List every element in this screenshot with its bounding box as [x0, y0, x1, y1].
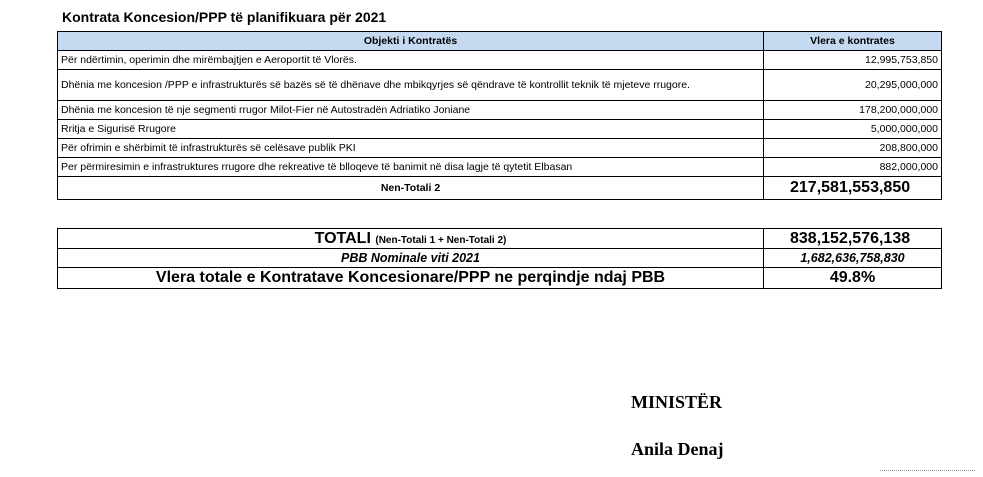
totals-table — [57, 228, 942, 289]
total-label: TOTALI — [314, 229, 371, 247]
signature-role: MINISTËR — [631, 392, 723, 412]
total-value: 838,152,576,138 — [764, 229, 942, 249]
total-note: (Nen-Totali 1 + Nen-Totali 2) — [375, 234, 507, 246]
ratio-label: Vlera totale e Kontratave Koncesionare/PPP ne perqindje ndaj PBB — [58, 268, 764, 289]
table-row — [58, 101, 942, 120]
table-row — [58, 120, 942, 139]
row-value: 12,995,753,850 — [764, 51, 942, 70]
table-row — [58, 70, 942, 101]
subtotal-row — [58, 177, 942, 200]
pbb-row — [58, 249, 942, 268]
scan-mark — [880, 470, 975, 475]
header-value: Vlera e kontrates — [764, 32, 942, 51]
row-value: 208,800,000 — [764, 139, 942, 158]
table-row — [58, 139, 942, 158]
pbb-value: 1,682,636,758,830 — [764, 249, 942, 268]
pbb-label: PBB Nominale viti 2021 — [58, 249, 764, 268]
row-name: Rritja e Sigurisë Rrugore — [58, 120, 764, 139]
row-name: Dhënia me koncesion të nje segmenti rrugor Milot-Fier në Autostradën Adriatiko Joniane — [58, 101, 764, 120]
row-name: Për ofrimin e shërbimit të infrastrukturës së celësave publik PKI — [58, 139, 764, 158]
signature-name: Anila Denaj — [631, 439, 724, 459]
subtotal-value: 217,581,553,850 — [764, 177, 942, 200]
table-row — [58, 51, 942, 70]
document-title: Kontrata Koncesion/PPP të planifikuara për 2021 — [62, 9, 387, 25]
row-name: Dhënia me koncesion /PPP e infrastrukturës së bazës së të dhënave dhe mbikqyrjes së qëndrave të kontrollit teknik të mjeteve rrugore. — [58, 70, 764, 101]
total-row — [58, 229, 942, 249]
subtotal-label: Nen-Totali 2 — [58, 177, 764, 200]
table-row — [58, 158, 942, 177]
ratio-value: 49.8% — [764, 268, 942, 289]
row-name: Per përmiresimin e infrastruktures rrugore dhe rekreative të blloqeve të banimit në disa lagje të qytetit Elbasan — [58, 158, 764, 177]
total-label-cell — [58, 229, 764, 249]
row-value: 20,295,000,000 — [764, 70, 942, 101]
row-value: 5,000,000,000 — [764, 120, 942, 139]
row-name: Për ndërtimin, operimin dhe mirëmbajtjen e Aeroportit të Vlorës. — [58, 51, 764, 70]
ratio-row — [58, 268, 942, 289]
row-value: 882,000,000 — [764, 158, 942, 177]
contracts-table — [57, 31, 942, 200]
table-header — [58, 32, 942, 51]
header-object: Objekti i Kontratës — [58, 32, 764, 51]
row-value: 178,200,000,000 — [764, 101, 942, 120]
